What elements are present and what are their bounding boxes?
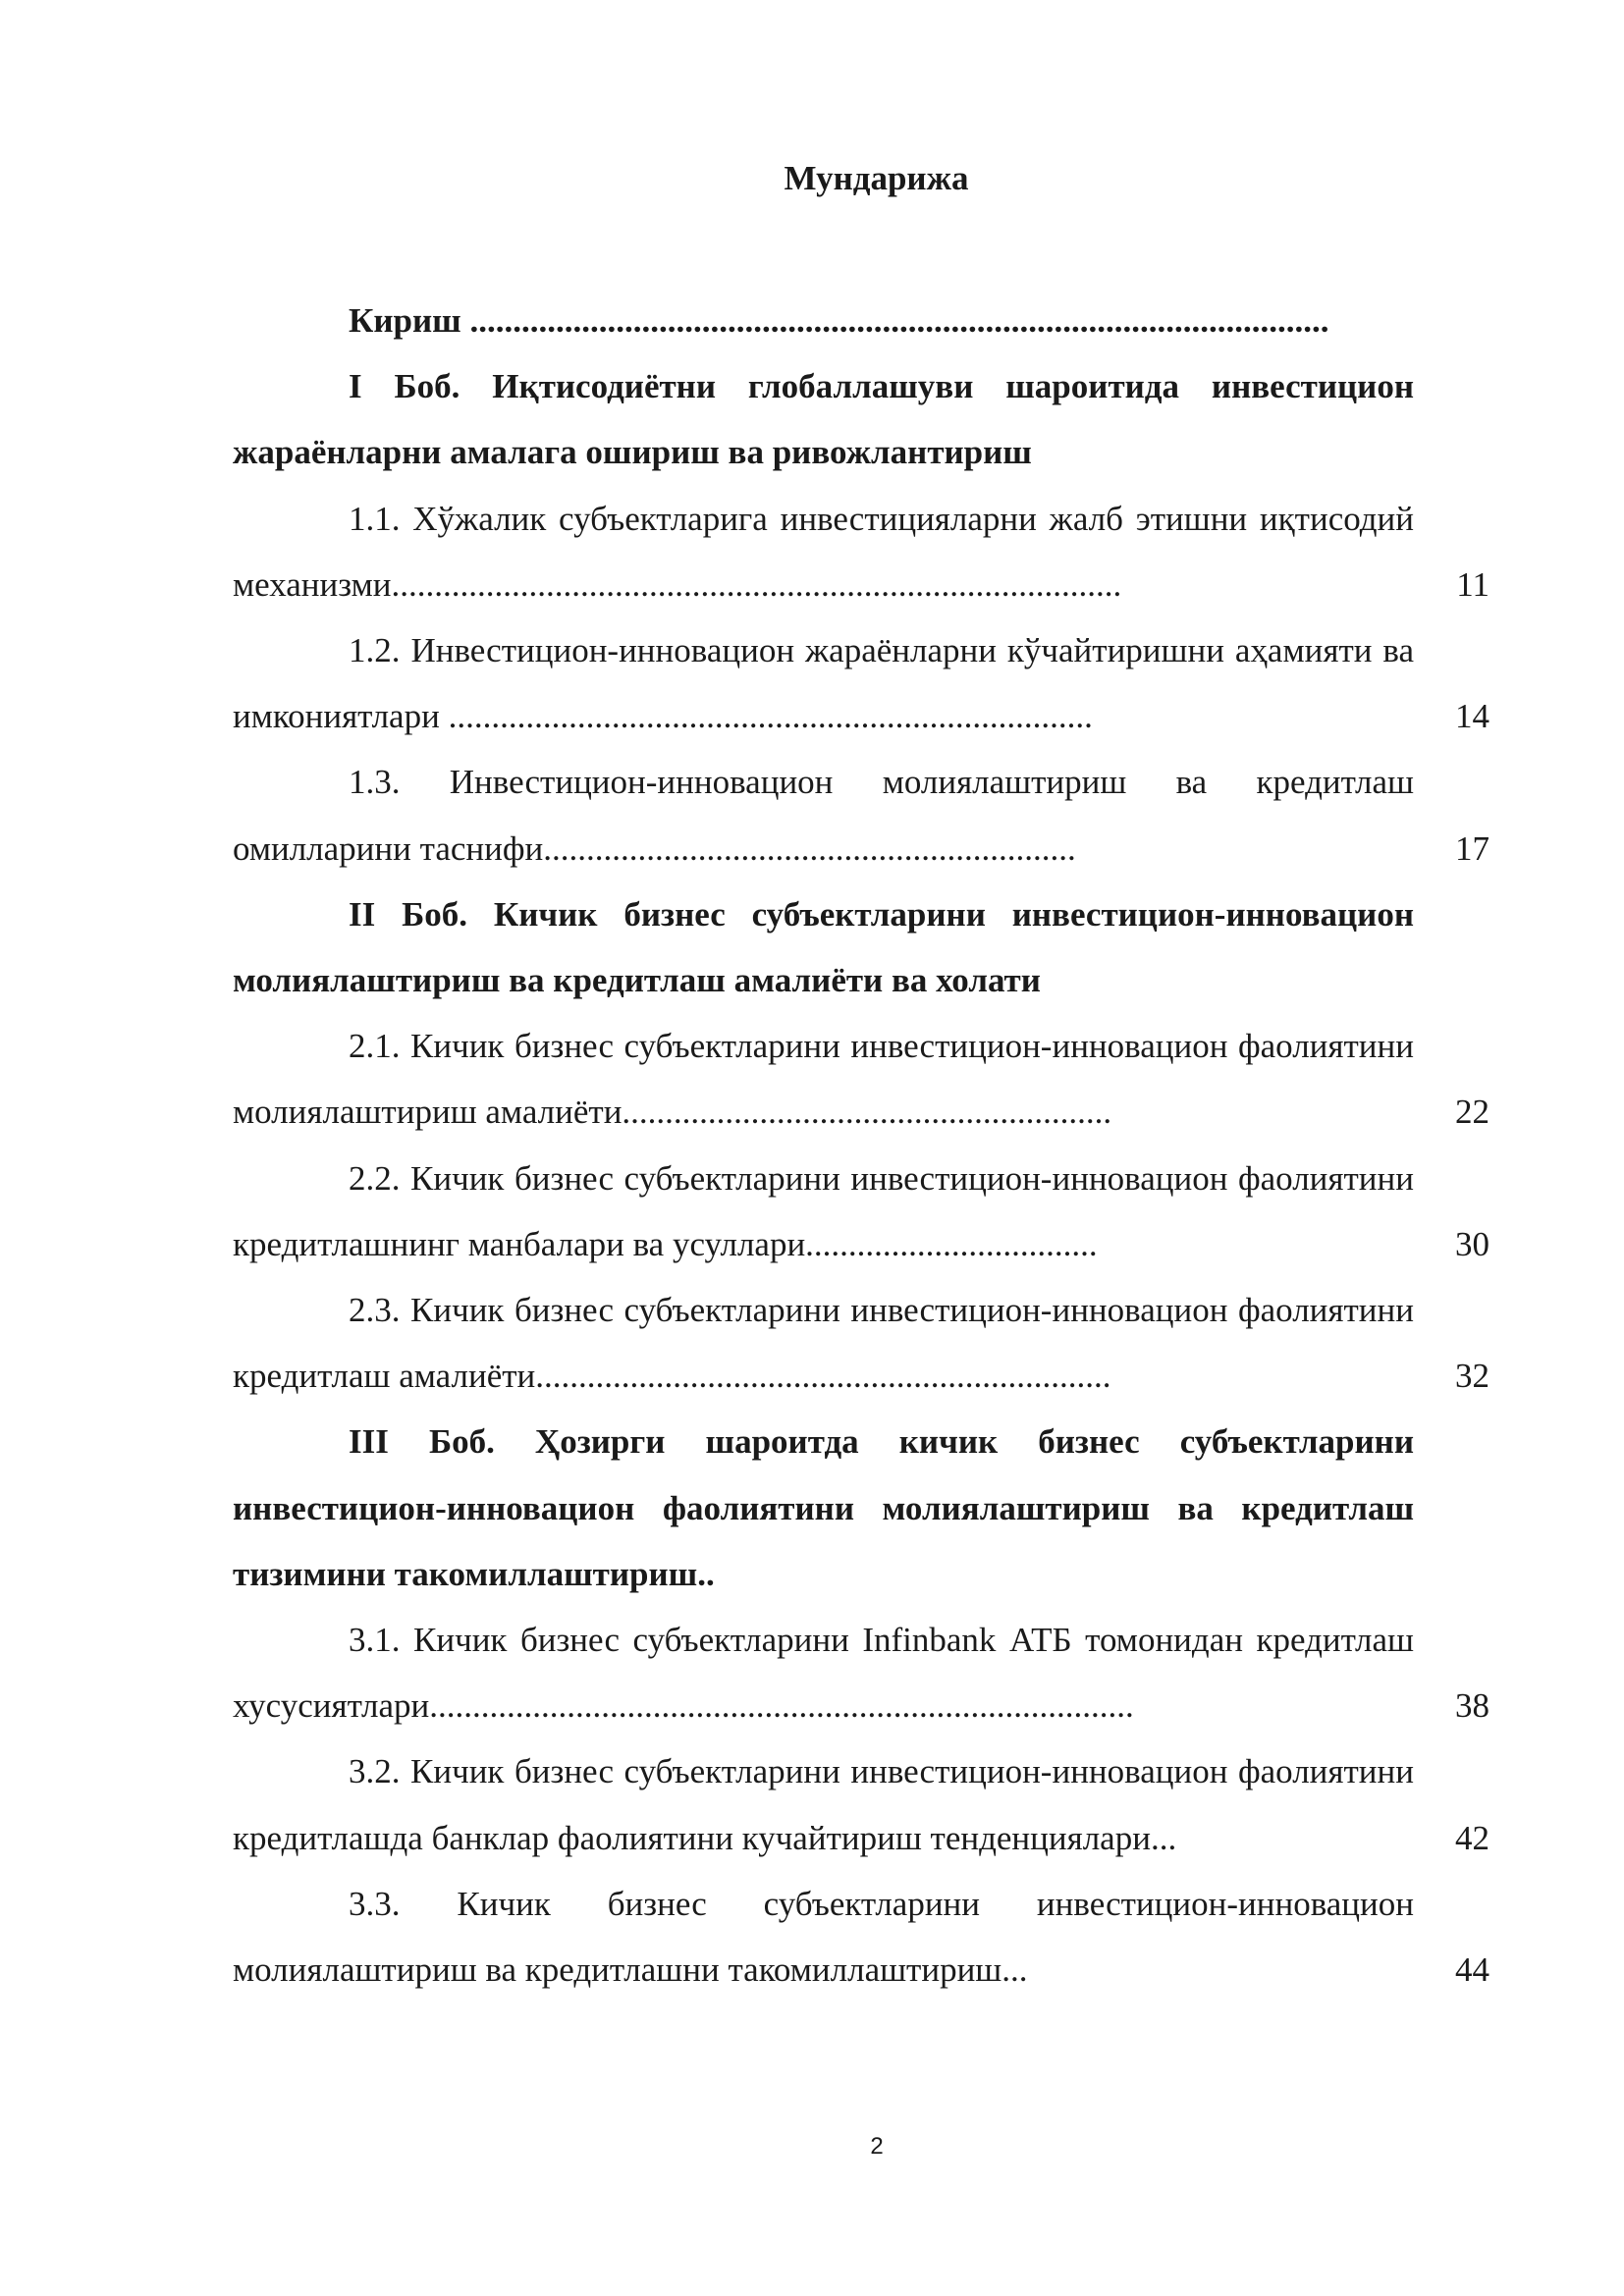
toc-entry-text: III Боб. Ҳозирги шароитда кичик бизнес субъектларини инвестицион-инновацион фаолиятини молиялаштириш ва кредитлаш тизимини такомиллаштириш.. <box>233 1422 1414 1593</box>
toc-page-number: 32 <box>1455 1357 1489 1396</box>
page-number: 2 <box>870 2133 884 2160</box>
toc-entry-section-1-3 <box>233 749 1489 881</box>
toc-entry-chapter-3 <box>233 1409 1489 1607</box>
toc-entry-text: 2.2. Кичик бизнес субъектларини инвестицион-инновацион фаолиятини кредитлашнинг манбалари ва усуллари.................................. <box>233 1158 1414 1263</box>
toc-entry-text: 1.1. Хўжалик субъектларига инвестицияларни жалб этишни иқтисодий механизми..................................................................................... <box>233 499 1414 604</box>
toc-page-number: 17 <box>1455 828 1489 868</box>
toc-entry-text: II Боб. Кичик бизнес субъектларини инвестицион-инновацион молиялаштириш ва кредитлаш амалиёти ва холати <box>233 894 1414 1000</box>
toc-page-number: 44 <box>1455 1950 1489 1990</box>
toc-entry-text: I Боб. Иқтисодиётни глобаллашуви шароитида инвестицион жараёнларни амалага ошириш ва ривожлантириш <box>233 367 1414 472</box>
toc-entry-section-2-1 <box>233 1013 1489 1145</box>
toc-entry-section-3-3 <box>233 1871 1489 2002</box>
toc-page-number: 42 <box>1455 1818 1489 1857</box>
toc-entry-section-1-1 <box>233 486 1489 617</box>
toc-entry-section-2-2 <box>233 1146 1489 1277</box>
toc-page-number: 30 <box>1455 1224 1489 1263</box>
toc-entry-section-3-2 <box>233 1738 1489 1870</box>
toc-entry-text: 3.3. Кичик бизнес субъектларини инвестицион-инновацион молиялаштириш ва кредитлашни такомиллаштириш... <box>233 1884 1414 1990</box>
toc-entry-intro <box>233 288 1489 353</box>
toc-entry-chapter-2 <box>233 881 1489 1013</box>
toc-entry-text: 1.3. Инвестицион-инновацион молиялаштириш ва кредитлаш омилларини таснифи.............................................................. <box>233 763 1414 868</box>
toc-page-number: 38 <box>1455 1686 1489 1726</box>
table-of-contents <box>233 288 1489 2002</box>
toc-page-number: 22 <box>1455 1093 1489 1132</box>
toc-entry-section-3-1 <box>233 1607 1489 1738</box>
page-title: Мундарижа <box>784 159 969 197</box>
toc-page-number: 14 <box>1455 697 1489 736</box>
toc-entry-text: 1.2. Инвестицион-инновацион жараёнларни кўчайтиришни аҳамияти ва имкониятлари ........................................................................... <box>233 631 1414 736</box>
toc-entry-text: 2.3. Кичик бизнес субъектларини инвестицион-инновацион фаолиятини кредитлаш амалиёти................................................................... <box>233 1291 1414 1396</box>
toc-entry-text: Кириш .................................................................................................... <box>349 301 1329 340</box>
toc-entry-chapter-1 <box>233 353 1489 485</box>
toc-entry-text: 3.2. Кичик бизнес субъектларини инвестицион-инновацион фаолиятини кредитлашда банклар фаолиятини кучайтириш тенденциялари... <box>233 1752 1414 1857</box>
toc-entry-text: 3.1. Кичик бизнес субъектларини Infinbank АТБ томонидан кредитлаш хусусиятлари.................................................................................. <box>233 1621 1414 1726</box>
toc-entry-section-1-2 <box>233 617 1489 749</box>
toc-page-number: 11 <box>1456 564 1489 604</box>
toc-entry-text: 2.1. Кичик бизнес субъектларини инвестицион-инновацион фаолиятини молиялаштириш амалиёти......................................................... <box>233 1027 1414 1132</box>
toc-entry-section-2-3 <box>233 1277 1489 1409</box>
